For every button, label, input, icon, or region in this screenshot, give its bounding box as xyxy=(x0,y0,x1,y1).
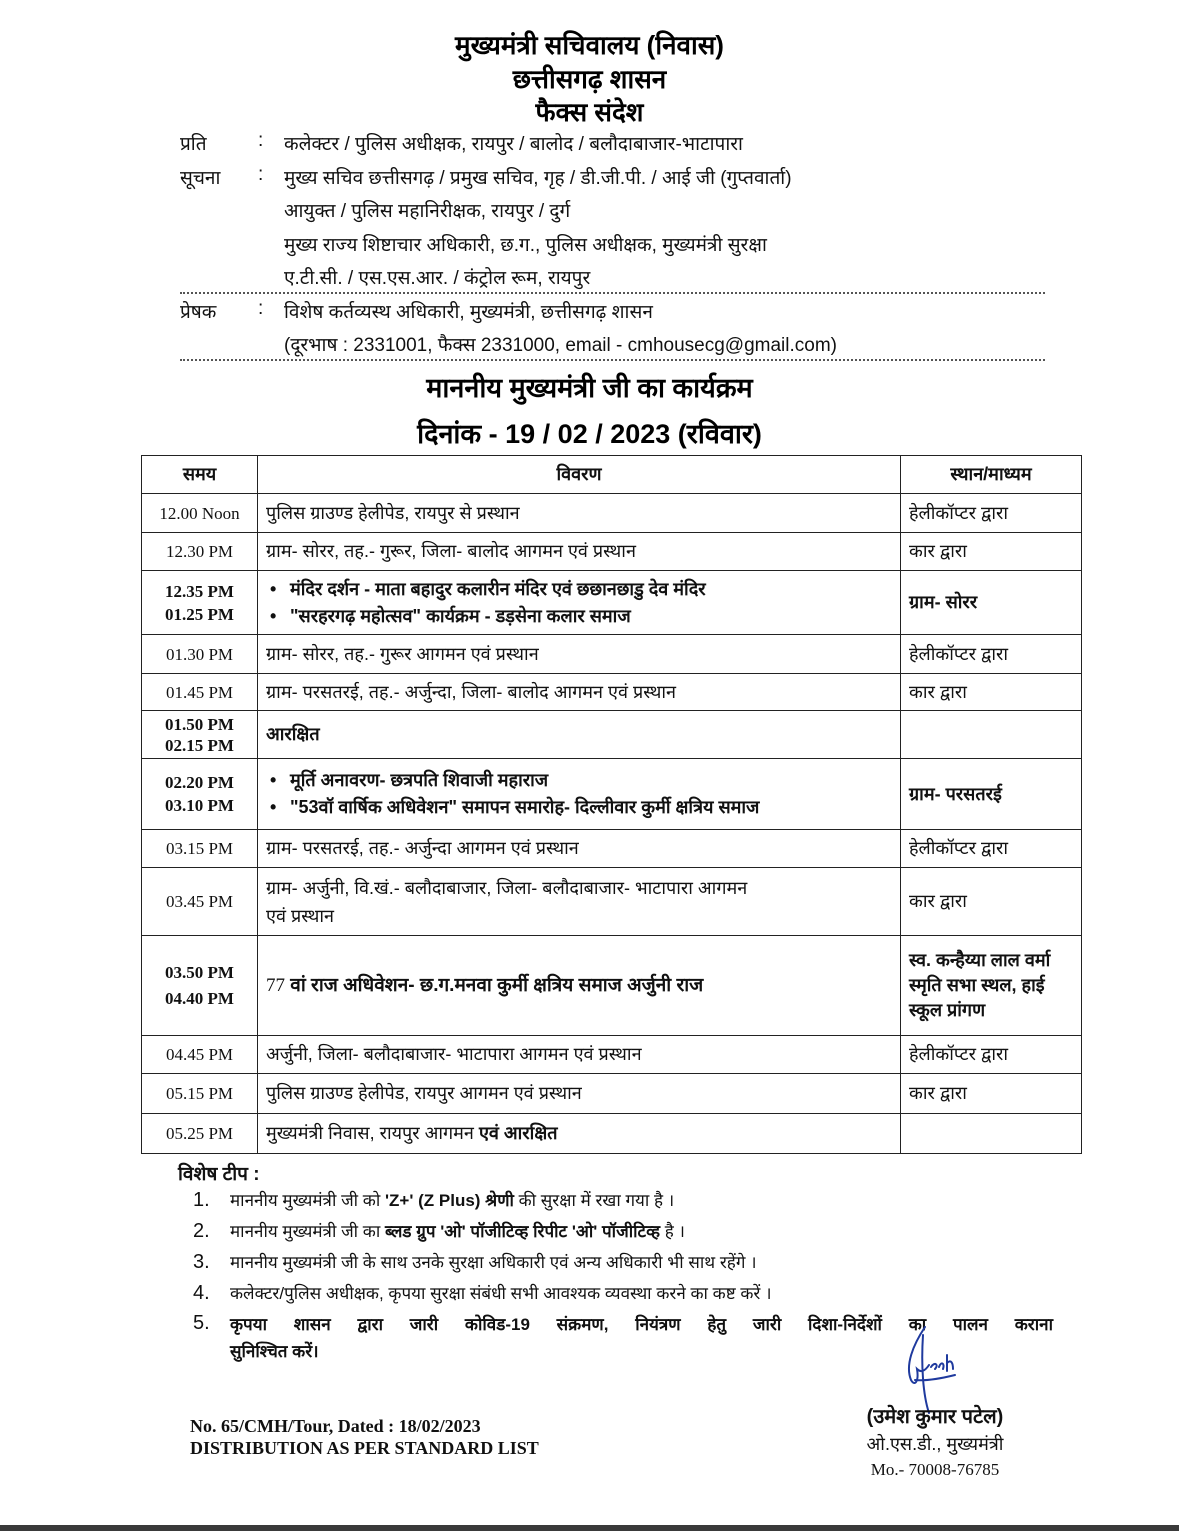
row-details xyxy=(258,1114,901,1154)
table-row xyxy=(142,759,1082,830)
header-fax-message: फैक्स संदेश xyxy=(535,97,644,127)
note-number: 1. xyxy=(193,1189,210,1211)
note-bold: ब्लड ग्रुप 'ओ' पॉजीटिव्ह रिपीट 'ओ' पॉजीटिव्ह xyxy=(385,1222,661,1241)
bullet-item: • मूर्ति अनावरण- छत्रपति शिवाजी महाराज xyxy=(266,767,892,794)
time-end: 01.25 PM xyxy=(165,604,234,624)
note-bold: 'Z+' (Z Plus) श्रेणी xyxy=(385,1191,514,1210)
session-title: वां राज अधिवेशन- छ.ग.मनवा कुर्मी क्षत्रिय समाज अर्जुनी राज xyxy=(285,975,704,996)
bullet-item: • "सरहरगढ़ महोत्सव" कार्यक्रम - डड़सेना कलार समाज xyxy=(266,603,892,630)
row-mode: हेलीकॉप्टर द्वारा xyxy=(901,494,1082,533)
divider xyxy=(180,292,1045,294)
row-details xyxy=(258,868,901,936)
column-header-time: समय xyxy=(142,456,258,494)
row-mode: कार द्वारा xyxy=(901,868,1082,936)
time-end: 04.40 PM xyxy=(165,988,234,1008)
row-time xyxy=(142,759,258,830)
row-time xyxy=(142,571,258,635)
table-row xyxy=(142,571,1082,635)
row-time xyxy=(142,936,258,1036)
row-time: 12.00 Noon xyxy=(142,494,258,533)
row-time: 12.30 PM xyxy=(142,533,258,571)
sender-line: विशेष कर्तव्यस्थ अधिकारी, मुख्यमंत्री, छत्तीसगढ़ शासन xyxy=(284,302,653,323)
row-mode: हेलीकॉप्टर द्वारा xyxy=(901,830,1082,868)
note-text: माननीय मुख्यमंत्री जी के साथ उनके सुरक्षा अधिकारी एवं अन्य अधिकारी भी साथ रहेंगे । xyxy=(230,1253,757,1272)
note-text: कृपया शासन द्वारा जारी कोविड-19 संक्रमण, नियंत्रण हेतु जारी दिशा-निर्देशों का पालन कराना xyxy=(230,1315,1053,1334)
table-row xyxy=(142,533,1082,571)
signatory-name: (उमेश कुमार पटेल) xyxy=(866,1406,1004,1428)
row-details: पुलिस ग्राउण्ड हेलीपेड, रायपुर से प्रस्थान xyxy=(258,494,901,533)
table-row xyxy=(142,635,1082,674)
distribution-note: DISTRIBUTION AS PER STANDARD LIST xyxy=(190,1438,539,1458)
details-line: ग्राम- अर्जुनी, वि.खं.- बलौदाबाजार, जिला- बलौदाबाजार- भाटापारा आगमन xyxy=(266,877,748,898)
program-date: दिनांक - 19 / 02 / 2023 (रविवार) xyxy=(417,419,762,449)
row-details xyxy=(258,936,901,1036)
note-number: 4. xyxy=(193,1282,210,1304)
note-text: माननीय मुख्यमंत्री जी का xyxy=(230,1222,385,1241)
table-row xyxy=(142,1114,1082,1154)
row-mode: हेलीकॉप्टर द्वारा xyxy=(901,635,1082,674)
row-mode: ग्राम- सोरर xyxy=(901,571,1082,635)
table-header-row xyxy=(142,456,1082,494)
header-government: छत्तीसगढ़ शासन xyxy=(512,64,667,94)
row-details xyxy=(258,759,901,830)
note-text: माननीय मुख्यमंत्री जी को xyxy=(230,1191,385,1210)
row-details: ग्राम- परसतरई, तह.- अर्जुन्दा, जिला- बालोद आगमन एवं प्रस्थान xyxy=(258,674,901,711)
table-row xyxy=(142,936,1082,1036)
row-mode: हेलीकॉप्टर द्वारा xyxy=(901,1036,1082,1074)
row-time: 04.45 PM xyxy=(142,1036,258,1074)
row-time xyxy=(142,711,258,759)
info-line: मुख्य सचिव छत्तीसगढ़ / प्रमुख सचिव, गृह / डी.जी.पी. / आई जी (गुप्तवार्ता) xyxy=(284,168,792,189)
note-item xyxy=(193,1219,685,1243)
row-mode: कार द्वारा xyxy=(901,533,1082,571)
note-text: कलेक्टर/पुलिस अधीक्षक, कृपया सुरक्षा संबंधी सभी आवश्यक व्यवस्था करने का कष्ट करें । xyxy=(230,1284,772,1303)
sender-contact: (दूरभाष : 2331001, फैक्स 2331000, email - cmhousecg@gmail.com) xyxy=(284,335,837,356)
column-header-details: विवरण xyxy=(258,456,901,494)
info-label: सूचना xyxy=(180,168,221,189)
row-mode xyxy=(901,1114,1082,1154)
row-time: 03.45 PM xyxy=(142,868,258,936)
program-title: माननीय मुख्यमंत्री जी का कार्यक्रम xyxy=(426,373,753,403)
note-number: 2. xyxy=(193,1220,210,1242)
details-text: मुख्यमंत्री निवास, रायपुर आगमन xyxy=(266,1123,479,1143)
row-details: ग्राम- परसतरई, तह.- अर्जुन्दा आगमन एवं प्रस्थान xyxy=(258,830,901,868)
sender-label: प्रेषक xyxy=(180,302,217,323)
table-row xyxy=(142,868,1082,936)
note-number: 5. xyxy=(193,1312,210,1334)
row-mode: कार द्वारा xyxy=(901,674,1082,711)
details-line: एवं प्रस्थान xyxy=(266,905,335,926)
table-row xyxy=(142,711,1082,759)
row-time: 01.45 PM xyxy=(142,674,258,711)
sender-colon: : xyxy=(258,298,264,319)
note-text: की सुरक्षा में रखा गया है । xyxy=(513,1191,675,1210)
info-line: मुख्य राज्य शिष्टाचार अधिकारी, छ.ग., पुलिस अधीक्षक, मुख्यमंत्री सुरक्षा xyxy=(284,235,767,256)
note-text: सुनिश्चित करें। xyxy=(230,1342,319,1361)
notes-title: विशेष टीप : xyxy=(178,1164,260,1185)
row-mode: ग्राम- परसतरई xyxy=(901,759,1082,830)
note-item xyxy=(193,1281,772,1305)
note-item xyxy=(193,1250,757,1274)
to-colon: : xyxy=(258,130,264,151)
bottom-edge xyxy=(0,1525,1179,1531)
info-colon: : xyxy=(258,164,264,185)
time-start: 01.50 PM xyxy=(165,714,234,734)
note-text: है । xyxy=(660,1222,685,1241)
time-start: 02.20 PM xyxy=(165,773,234,792)
row-time: 05.25 PM xyxy=(142,1114,258,1154)
time-start: 03.50 PM xyxy=(165,962,234,982)
to-value: कलेक्टर / पुलिस अधीक्षक, रायपुर / बालोद / बलौदाबाजार-भाटापारा xyxy=(284,134,743,155)
row-details: ग्राम- सोरर, तह.- गुरूर, जिला- बालोद आगमन एवं प्रस्थान xyxy=(258,533,901,571)
row-mode xyxy=(901,711,1082,759)
time-end: 03.10 PM xyxy=(165,796,234,815)
signatory-mobile: Mo.- 70008-76785 xyxy=(870,1460,1000,1479)
row-time: 05.15 PM xyxy=(142,1074,258,1114)
row-time: 03.15 PM xyxy=(142,830,258,868)
bullet-item: • "53वॉ वार्षिक अधिवेशन" समापन समारोह- दिल्लीवार कुर्मी क्षत्रिय समाज xyxy=(266,794,892,821)
table-row xyxy=(142,1074,1082,1114)
row-time: 01.30 PM xyxy=(142,635,258,674)
to-label: प्रति xyxy=(180,134,207,155)
table-row xyxy=(142,494,1082,533)
row-mode: कार द्वारा xyxy=(901,1074,1082,1114)
row-details: पुलिस ग्राउण्ड हेलीपेड, रायपुर आगमन एवं प्रस्थान xyxy=(258,1074,901,1114)
bullet-item: • मंदिर दर्शन - माता बहादुर कलारीन मंदिर एवं छछानछाडु देव मंदिर xyxy=(266,576,892,603)
table-row xyxy=(142,674,1082,711)
row-details xyxy=(258,571,901,635)
note-number: 3. xyxy=(193,1251,210,1273)
header-secretariat: मुख्यमंत्री सचिवालय (निवास) xyxy=(455,30,724,60)
schedule-table xyxy=(141,455,1082,1154)
divider xyxy=(180,359,1045,361)
row-mode: स्व. कन्हैय्या लाल वर्मा स्मृति सभा स्थल, हाई स्कूल प्रांगण xyxy=(901,936,1082,1036)
signatory-designation: ओ.एस.डी., मुख्यमंत्री xyxy=(866,1434,1004,1454)
row-details: आरक्षित xyxy=(258,711,901,759)
row-details: ग्राम- सोरर, तह.- गुरूर आगमन एवं प्रस्थान xyxy=(258,635,901,674)
session-number: 77 xyxy=(266,975,285,996)
details-bold-text: एवं आरक्षित xyxy=(478,1123,558,1143)
row-details: अर्जुनी, जिला- बलौदाबाजार- भाटापारा आगमन एवं प्रस्थान xyxy=(258,1036,901,1074)
note-item xyxy=(193,1188,674,1212)
table-row xyxy=(142,830,1082,868)
table-row xyxy=(142,1036,1082,1074)
time-start: 12.35 PM xyxy=(165,581,234,601)
info-line: ए.टी.सी. / एस.एस.आर. / कंट्रोल रूम, रायपुर xyxy=(284,268,591,289)
time-end: 02.15 PM xyxy=(165,735,234,755)
reference-number: No. 65/CMH/Tour, Dated : 18/02/2023 xyxy=(190,1416,481,1436)
column-header-place: स्थान/माध्यम xyxy=(901,456,1082,494)
info-line: आयुक्त / पुलिस महानिरीक्षक, रायपुर / दुर्ग xyxy=(284,201,571,222)
